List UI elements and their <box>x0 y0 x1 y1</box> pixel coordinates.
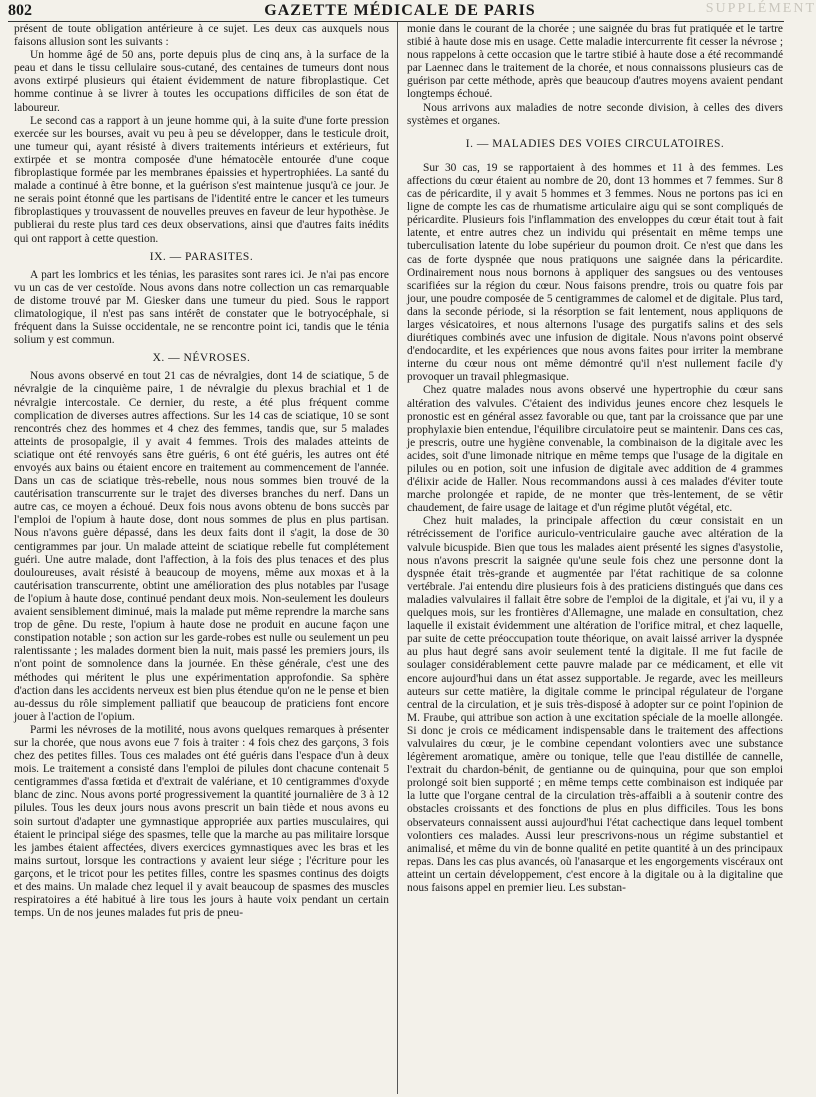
paragraph: Parmi les névroses de la motilité, nous avons quelques remarques à présenter sur la chorée, que nous avons eue 7 fois à traiter : 4 fois chez des garçons, 3 fois chez des petites filles. Tous ces malades ont été guéris dans l'espace d'un à deux mois. Le traitement a consisté dans l'emploi de pilules dont chacune contenait 5 centigrammes d'assa fœtida et d'extrait de valériane, et 10 centigrammes d'oxyde blanc de zinc. Nous avons porté progressivement la quantité journalière de 3 à 12 pilules. Tous les deux jours nous avons prescrit un bain tiède et nous avons eu soin surtout d'adapter une gymnastique appropriée aux parties musculaires, qui étaient le principal siége des spasmes, telle que la marche au pas militaire lorsque les jambes étaient affectées, divers exercices gymnastiques avec les bras et les mains surtout, lorsque les contractions y avaient leur siége ; l'écriture pour les garçons, et le tricot pour les petites filles, contre les spasmes continus des doigts et des mains. Un malade chez lequel il y avait beaucoup de spasmes des muscles respiratoires a été habitué à lire tous les jours à haute voix pendant un certain temps. Un de nos jeunes malades fut pris de pneu- <box>14 723 389 920</box>
section-heading-parasites: IX. — PARASITES. <box>149 250 254 263</box>
header-rule <box>8 21 784 22</box>
paragraph: Nous avons observé en tout 21 cas de névralgies, dont 14 de sciatique, 5 de névralgie de la cinquième paire, 1 de névralgie du plexus brachial et 1 de névralgie intercostale. Ce dernier, du reste, a été plus fréquent comme complication de diverses autres affections. Sur les 14 cas de sciatique, 10 se sont rencontrés chez des hommes et 4 chez des femmes, tandis que, sur 5 malades atteints de prosopalgie, il y avait 4 femmes. Trois des malades atteints de sciatique ont été renvoyés sans être guéris, 6 ont été guéris, les autres ont été envoyés aux bains ou étaient encore en traitement au commencement de l'année. Dans un cas de sciatique très-rebelle, nous nous sommes bien trouvé de la cautérisation transcurrente sur le trajet des diverses branches du nerf. Dans un autre cas, ce moyen a échoué. Deux fois nous avons obtenu de bons succès par l'emploi de l'opium à haute dose, dont nous sommes de plus en plus partisan. Nous n'avons guère dépassé, dans les deux faits dont il s'agit, la dose de 30 centigrammes par jour. Un malade atteint de sciatique rebelle fut complétement guéri. Une autre malade, dont l'affection, à la fois des plus tenaces et des plus douloureuses, avait résisté à beaucoup de moyens, même aux moxas et à la cautérisation transcurrente, obtint une amélioration des plus notables par l'usage de l'opium à haute dose, continué pendant deux mois. Non-seulement les douleurs avaient sensiblement diminué, mais la malade put même reprendre la marche sans trop de gêne. Du reste, l'opium à haute dose ne produit en aucune façon une constipation notable ; son action sur les garde-robes est nulle ou seulement un peu ralentissante ; les malades dorment bien la nuit, mais passé les premiers jours, ils n'ont point de somnolence dans la journée. En thèse générale, c'est une des méthodes qui méritent le plus une expérimentation approfondie. Sa sphère d'action dans les accidents nerveux est bien plus étendue qu'on ne le pense et bien au-dessus du rôle simplement palliatif que beaucoup de praticiens font encore jouer à l'action de l'opium. <box>14 370 389 723</box>
section-heading-voies-circulatoires: I. — MALADIES DES VOIES CIRCULATOIRES. <box>465 137 725 150</box>
paragraph: monie dans le courant de la chorée ; une saignée du bras fut pratiquée et le tartre stibié à haute dose mis en usage. Cette maladie intercurrente fit cesser la névrose ; nous rappelons à cette occasion que le tartre stibié à haute dose a été recommandé par Laennec dans le traitement de la chorée, et nous connaissons plusieurs cas de guérison par cette méthode, après que beaucoup d'autres moyens avaient pendant longtemps échoué. <box>407 23 783 101</box>
right-column <box>407 23 783 1095</box>
left-column <box>14 23 389 1095</box>
paragraph: Nous arrivons aux maladies de notre seconde division, à celles des divers systèmes et organes. <box>407 101 783 127</box>
paragraph: Chez huit malades, la principale affection du cœur consistait en un rétrécissement de l'orifice auriculo-ventriculaire gauche avec altération de la valvule bicuspide. Bien que tous les malades aient présenté les signes d'asystolie, nous n'avons prescrit la saignée qu'une seule fois chez une personne dont la dyspnée était très-grande et augmentée par l'état rachitique de sa colonne vertébrale. J'ai entendu dire plusieurs fois à des praticiens distingués que dans ces maladies valvulaires il fallait être sobre de l'emploi de la digitale, et j'ai vu, il y a quelques mois, sur les frontières d'Allemagne, une malade en consultation, chez laquelle il existait évidemment une altération de l'orifice mitral, et chez laquelle, par suite de cette préoccupation toute théorique, on avait laissé arriver la dyspnée au plus haut degré sans avoir seulement tenté la digitale. Il me fut facile de soulager considérablement cette pauvre malade par ce médicament, et elle vit encore aujourd'hui dans un état assez supportable. Je regarde, avec les meilleurs auteurs sur cette matière, la digitale comme le principal régulateur de l'organe central de la circulation, et je suis très-disposé à adopter sur ce point l'opinion de M. Fraube, qui attribue son action à une excitation spéciale de la moelle allongée. Si donc je crois ce médicament indispensable dans le traitement des affections valvulaires du cœur, je le combine cependant volontiers avec une substance légèrement aromatique, amère ou tonique, telle que l'eau distillée de cannelle, l'extrait du chardon-bénit, de gentianne ou de quinquina, pour que son emploi prolongé soit bien supporté ; en même temps cette combinaison est indiquée par la lutte que l'organe central de la circulation très-affaibli a à soutenir contre des obstacles croissants et des fonctions de plus en plus difficiles. Tous les bons observateurs connaissent aussi aujourd'hui l'état cachectique dans lequel tombent volontiers ces malades. Aussi leur prescrivons-nous un régime substantiel et animalisé, et même du vin de bonne qualité en petite quantité à un des principaux repas. Dans les cas plus avancés, où l'anasarque et les engorgements viscéraux ont atteint un certain développement, c'est encore à la digitale ou à la digitaline que nous faisons appel en premier lieu. Les substan- <box>407 515 783 894</box>
paragraph: Sur 30 cas, 19 se rapportaient à des hommes et 11 à des femmes. Les affections du cœur étaient au nombre de 20, dont 13 hommes et 7 femmes. Sur 8 cas de péricardite, il y avait 5 hommes et 3 femmes. Nous ne portons pas ici en ligne de compte les cas de rhumatisme articulaire aigu qui se sont compliqués de péricardite. Plusieurs fois l'inflammation des enveloppes du cœur était tout à fait latente, et entre autres chez un individu qui présentait en même temps une tuberculisation latente du lobe supérieur du poumon droit. Ce n'est que dans les cas de forte dyspnée que nous pratiquons une saignée dans la péricardite. Ordinairement nous nous bornons à appliquer des sangsues ou des ventouses scarifiées sur la région du cœur. Nous faisons prendre, trois ou quatre fois par jour, une poudre composée de 5 centigrammes de calomel et de digitale. Plus tard, dans la seconde période, si la résorption se fait lentement, nous appliquons de larges vésicatoires, et nous alternons l'usage des purgatifs salins et des sels diurétiques combinés avec une infusion de digitale. Nous n'avons point observé d'endocardite, et les expériences que nous avons faites pour irriter la membrane interne du cœur nous ont même démontré qu'il n'est nullement facile d'y provoquer un travail phlegmasique. <box>407 161 783 384</box>
journal-title: GAZETTE MÉDICALE DE PARIS <box>264 2 536 19</box>
paragraph: Un homme âgé de 50 ans, porte depuis plus de cinq ans, à la surface de la peau et dans le tissu cellulaire sous-cutané, des centaines de tumeurs dont nous avons extirpé plusieurs qui étaient évidemment de nature fibroplastique. Cet homme continue à se livrer à toutes les occupations difficiles de son état de laboureur. <box>14 49 389 114</box>
column-divider <box>397 22 398 1094</box>
paragraph: A part les lombrics et les ténias, les parasites sont rares ici. Je n'ai pas encore vu un cas de ver cestoïde. Nous avons dans notre collection un cas remarquable de distome trouvé par M. Giesker dans une tumeur du pied. Sous le rapport climatologique, il n'est pas sans intérêt de constater que le botryocéphale, si fréquent dans la Suisse occidentale, ne se rencontre point ici, tandis que le ténia solium y est commun. <box>14 268 389 347</box>
page-header <box>8 1 816 19</box>
paragraph: présent de toute obligation antérieure à ce sujet. Les deux cas auxquels nous faisons allusion sont les suivants : <box>14 23 389 49</box>
page-number: 802 <box>8 2 32 19</box>
bleed-through-text: SUPPLÉMENT <box>705 1 816 16</box>
paragraph: Le second cas a rapport à un jeune homme qui, à la suite d'une forte pression exercée sur les bourses, avait vu peu à peu se développer, dans le testicule droit, une tumeur qui, ayant résisté à divers traitements intérieurs et extérieurs, fut extirpée et se montra composée d'une hématocèle entourée d'une coque fibroplastique formée par les membranes épaissies et hypertrophiées. La santé du malade a continué à être bonne, et la guérison s'est maintenue jusqu'à ce jour. Je ne serais point étonné que les partisans de l'identité entre le cancer et les tumeurs fibroplastiques y trouvassent de nouvelles preuves en faveur de leur hypothèse. Je publierai du reste plus tard ces deux observations, ainsi que d'autres faits inédits qui ont rapport à cette question. <box>14 114 389 245</box>
paragraph: Chez quatre malades nous avons observé une hypertrophie du cœur sans altération des valvules. C'étaient des individus jeunes encore chez lesquels le pronostic est en général assez favorable ou que, tant par la croissance que par une prophylaxie bien entendue, l'équilibre circulatoire peut se maintenir. Dans ces cas, je prescris, outre une hygiène convenable, la combinaison de la digitale avec les acides, soit d'une limonade nitrique en même temps que l'usage de la digitale en pilules ou en potion, soit une infusion de digitale avec addition de 4 grammes d'élixir acide de Haller. Nous recommandons aussi à ces malades d'éviter toute marche prolongée et rapide, de ne monter que très-lentement, de se vêtir chaudement, de faire usage de laitage et d'un régime plutôt végétal, etc. <box>407 384 783 515</box>
section-heading-nevroses: X. — NÉVROSES. <box>152 352 251 365</box>
